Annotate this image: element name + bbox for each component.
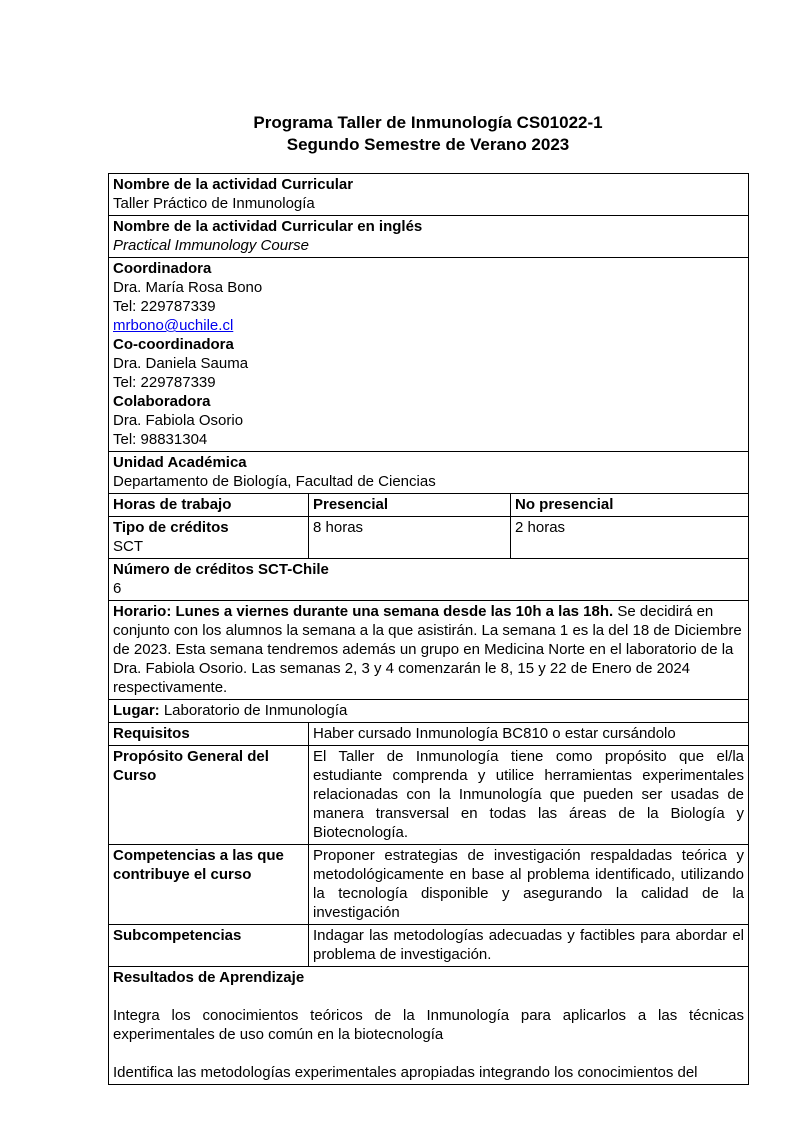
lugar-label: Lugar: [113, 702, 160, 719]
title-line-2: Segundo Semestre de Verano 2023 [286, 135, 570, 154]
email-link[interactable]: mrbono@uchile.cl [113, 317, 234, 334]
cell-proposito-label: Propósito General del Curso [109, 746, 309, 845]
horario-titulo: Horario: Lunes a viernes durante una semana desde las 10h a las 18h. [113, 603, 614, 620]
row-requisitos [109, 723, 749, 746]
row-proposito [109, 746, 749, 845]
numero-creditos-value: 6 [113, 580, 122, 597]
unidad-academica-value: Departamento de Biología, Facultad de Ciencias [113, 473, 436, 490]
spacer [113, 987, 744, 1006]
row-tipo-creditos [109, 517, 749, 559]
cocoordinadora-tel: Tel: 229787339 [113, 374, 216, 391]
cell-requisitos-label: Requisitos [109, 723, 309, 746]
coordinadora-tel: Tel: 229787339 [113, 298, 216, 315]
row-unidad-academica [109, 452, 749, 494]
cell-horas-trabajo: Horas de trabajo [109, 494, 309, 517]
row-lugar [109, 700, 749, 723]
cell-resultados [109, 967, 749, 1085]
document-title [108, 112, 748, 156]
cell-horas-no-presencial: 2 horas [511, 517, 749, 559]
cell-unidad-academica [109, 452, 749, 494]
unidad-academica-label: Unidad Académica [113, 454, 247, 471]
nombre-actividad-label: Nombre de la actividad Curricular [113, 176, 354, 193]
cell-numero-creditos [109, 559, 749, 601]
row-equipo [109, 258, 749, 452]
lugar-value: Laboratorio de Inmunología [163, 702, 348, 719]
spacer [113, 1044, 744, 1063]
row-numero-creditos [109, 559, 749, 601]
title-line-1: Programa Taller de Inmunología CS01022-1 [253, 113, 603, 132]
cell-horas-presencial: 8 horas [309, 517, 511, 559]
cocoordinadora-nombre: Dra. Daniela Sauma [113, 355, 249, 372]
row-competencias [109, 845, 749, 925]
row-subcompetencias [109, 925, 749, 967]
cell-requisitos-value: Haber cursado Inmunología BC810 o estar cursándolo [309, 723, 749, 746]
tipo-creditos-value: SCT [113, 538, 143, 555]
nombre-ingles-label: Nombre de la actividad Curricular en inglés [113, 218, 423, 235]
cell-lugar [109, 700, 749, 723]
coordinadora-email-line [113, 316, 744, 335]
cell-proposito-value: El Taller de Inmunología tiene como propósito que el/la estudiante comprenda y utilice herramientas experimentales relacionadas con la Inmunología que pueden ser usadas de manera transversal en todas las áreas de la Biología y Biotecnología. [309, 746, 749, 845]
horario-detalle: Se decidirá en conjunto con los alumnos la semana a la que asistirán. La semana 1 es la del 18 de Diciembre de 2023. Esta semana tendremos además un grupo en Medicina Norte en el laboratorio de la Dra. Fabiola Osorio. Las semanas 2, 3 y 4 comenzarán le 8, 15 y 22 de Enero de 2024 respectivamente. [113, 603, 742, 696]
tipo-creditos-label: Tipo de créditos [113, 519, 229, 536]
cell-subcompetencias-value: Indagar las metodologías adecuadas y factibles para abordar el problema de investigación. [309, 925, 749, 967]
row-horario [109, 601, 749, 700]
colaboradora-nombre: Dra. Fabiola Osorio [113, 412, 244, 429]
cell-tipo-creditos [109, 517, 309, 559]
nombre-actividad-value: Taller Práctico de Inmunología [113, 195, 315, 212]
cell-horario [109, 601, 749, 700]
cell-nombre-ingles [109, 216, 749, 258]
coordinadora-label: Coordinadora [113, 260, 212, 277]
row-resultados [109, 967, 749, 1085]
cell-presencial-header: Presencial [309, 494, 511, 517]
resultados-label: Resultados de Aprendizaje [113, 969, 305, 986]
program-table [108, 173, 749, 1085]
colaboradora-tel: Tel: 98831304 [113, 431, 208, 448]
cell-no-presencial-header: No presencial [511, 494, 749, 517]
nombre-ingles-value: Practical Immunology Course [113, 237, 309, 254]
cell-competencias-label: Competencias a las que contribuye el curso [109, 845, 309, 925]
cell-equipo [109, 258, 749, 452]
resultados-parrafo-1: Integra los conocimientos teóricos de la Inmunología para aplicarlos a las técnicas experimentales de uso común en la biotecnología [113, 1007, 745, 1043]
coordinadora-nombre: Dra. María Rosa Bono [113, 279, 263, 296]
cell-subcompetencias-label: Subcompetencias [109, 925, 309, 967]
cell-competencias-value: Proponer estrategias de investigación respaldadas teórica y metodológicamente en base al problema identificado, utilizando la tecnología disponible y asegurando la calidad de la investigación [309, 845, 749, 925]
row-nombre-ingles [109, 216, 749, 258]
resultados-parrafo-2: Identifica las metodologías experimentales apropiadas integrando los conocimientos del [113, 1064, 698, 1081]
cell-nombre-actividad [109, 174, 749, 216]
numero-creditos-label: Número de créditos SCT-Chile [113, 561, 329, 578]
row-nombre-actividad [109, 174, 749, 216]
colaboradora-label: Colaboradora [113, 393, 211, 410]
cocoordinadora-label: Co-coordinadora [113, 336, 234, 353]
row-horas-header [109, 494, 749, 517]
